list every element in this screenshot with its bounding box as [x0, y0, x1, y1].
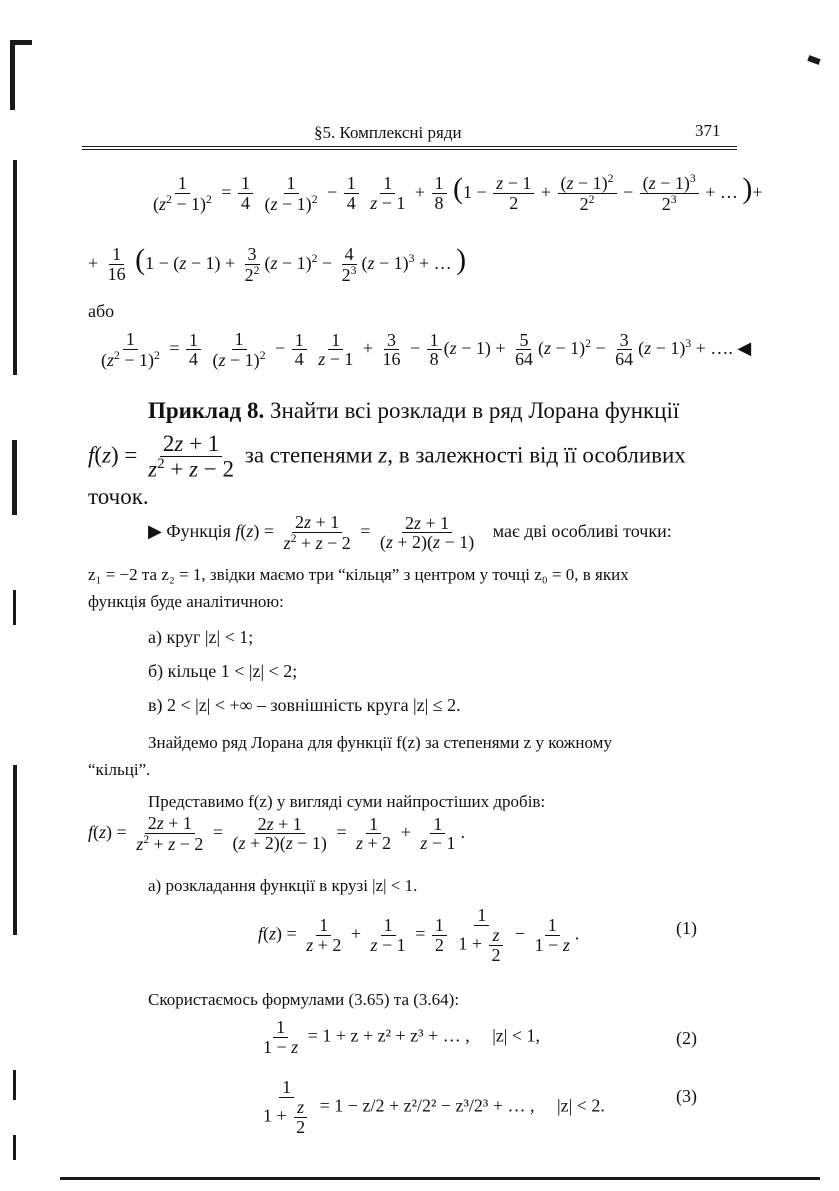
para1-line3: функція буде аналітичною: [88, 592, 284, 611]
equation-label-3: (3) [676, 1086, 697, 1106]
example-text4: точок. [88, 484, 149, 509]
equation-2-series: = 1 + z + z² + z³ + … , [307, 1025, 470, 1046]
case-a-title: а) розкладання функції в крузі |z| < 1. [148, 876, 418, 895]
para2-line1: Знайдемо ряд Лорана для функції f(z) за степенями z у кожному [148, 733, 612, 752]
equation-partial-fractions: f(z) = $\frac{2z + 1}{z^2 + z - 2}$ = $\frac{2z + 1}{(z + 2)(z - 1)}$ = $\frac{1}{z + 2}$ + $\frac{1}{z - 1}$ . [88, 813, 466, 854]
scan-corner-bracket [10, 40, 15, 110]
equation-label-2: (2) [676, 1028, 697, 1048]
example-function-line: f(z) = $\frac{2z + 1}{z^2 + z - 2}$ за степенями z, в залежності від її особливих [88, 431, 686, 482]
equation-result: $\frac{1}{(z^2 - 1)^2}$ = $\frac{1}{4}$ $\frac{1}{(z - 1)^2}$ − $\frac{1}{4}$ $\frac{1}{z - 1}$ + $\frac{3}{16}$ − $\frac{1}{8}$ (z − 1) + $\frac{5}{64}$ $(z - 1)^2$ − $\frac{3}{64}$ $(z - 1)^3$ + …. ◀ [101, 329, 752, 370]
equation-2-condition: |z| < 1, [492, 1025, 541, 1046]
equation-1: f(z) = $\frac{1}{z + 2}$ + $\frac{1}{z - 1}$ = $\frac{1}{2}$ 1 1 + $\frac{z}{2}$ − $\frac{1}{1 - z}$ . [258, 905, 580, 965]
equation-expansion-line2: + $\frac{1}{16}$ (1 − (z − 1) + $\frac{3}{2^2}$ $(z - 1)^2$ − $\frac{4}{2^3}$ $(z - 1)^3$ + … ) [88, 243, 467, 285]
word-abo: або [88, 301, 115, 321]
para1-lead: ▶ Функція [148, 521, 231, 542]
running-header: §5. Комплексні ряди [314, 123, 462, 142]
scan-edge-mark [13, 1135, 16, 1160]
scan-edge-mark [13, 765, 17, 935]
page-number: 371 [695, 121, 721, 140]
scan-bottom-line [60, 1177, 820, 1180]
equation-3-condition: |z| < 2. [556, 1095, 605, 1116]
example-heading [148, 398, 679, 424]
scan-edge-mark [13, 590, 16, 625]
equation-3-series: = 1 − z/2 + z²/2² − z³/2³ + … , [319, 1095, 535, 1116]
para4: Скористаємось формулами (3.65) та (3.64): [148, 990, 460, 1009]
para3: Представимо f(z) у вигляді суми найпростіших дробів: [148, 792, 546, 811]
header-rule-double [82, 149, 737, 150]
example-label: Приклад 8. [148, 398, 265, 423]
para1-mid: має дві особливі точки: [492, 521, 672, 542]
para2-line2: “кільці”. [88, 760, 151, 779]
scan-corner-bracket-top [10, 40, 32, 45]
header-rule [82, 146, 737, 147]
example-text2: за степенями [244, 442, 373, 468]
example-text3: , в залежності від її особливих [387, 442, 686, 468]
equation-3: 1 1 + $\frac{z}{2}$ = 1 − z/2 + z²/2² − z³/2³ + … , |z| < 2. [263, 1077, 605, 1137]
case-b: б) кільце 1 < |z| < 2; [148, 661, 298, 681]
scan-corner-arrow [807, 55, 820, 65]
scan-edge-mark [13, 1070, 16, 1100]
scan-edge-mark [13, 160, 17, 375]
case-a: а) круг |z| < 1; [148, 627, 254, 647]
scan-edge-mark [12, 440, 17, 515]
para1-line2: z₁ = −2 та z₂ = 1, звідки маємо три “кільця” з центром у точці z₀ = 0, в яких [88, 565, 629, 584]
para1-line1: ▶ Функція f(z) = $\frac{2z + 1}{z^2 + z - 2}$ = $\frac{2z + 1}{(z + 2)(z - 1)}$ має дві особливі точки: [148, 512, 672, 553]
example-text1: Знайти всі розклади в ряд Лорана функції [269, 398, 680, 423]
case-c: в) 2 < |z| < +∞ – зовнішність круга |z| ≤ 2. [148, 695, 461, 715]
equation-label-1: (1) [676, 918, 697, 938]
equation-expansion-line1: $\frac{1}{(z^2 - 1)^2}$ = $\frac{1}{4}$ $\frac{1}{(z - 1)^2}$ − $\frac{1}{4}$ $\frac{1}{z - 1}$ + $\frac{1}{8}$ (1 − $\frac{z - 1}{2}$ + $\frac{(z - 1)^2}{2^2}$ − $\frac{(z - 1)^3}{2^3}$ + … )+ [153, 172, 763, 215]
equation-2: $\frac{1}{1 - z}$ = 1 + z + z² + z³ + … , |z| < 1, [263, 1017, 541, 1057]
